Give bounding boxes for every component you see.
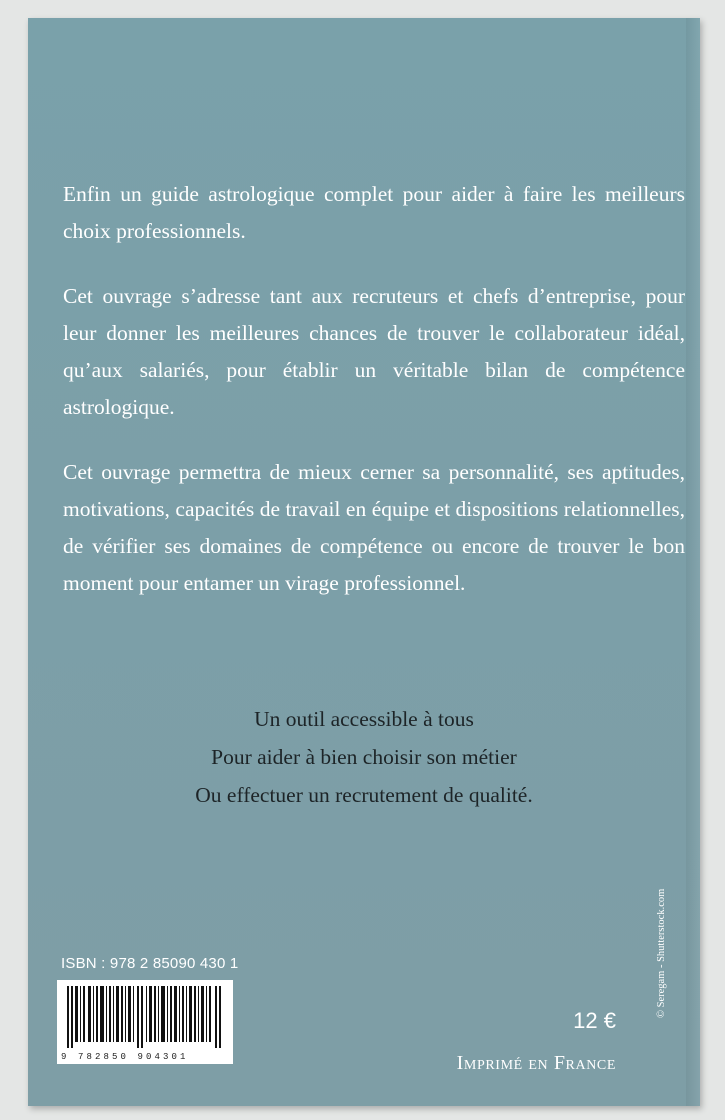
benefits-paragraph: Cet ouvrage permettra de mieux cerner sa personnalité, ses aptitudes, motivations, capacités de travail en équipe et dispositions relationnelles, de vérifier ses domaines de compétence ou encore de trouver le bon moment pour entamer un virage professionnel. bbox=[63, 460, 685, 595]
tagline-line: Ou effectuer un recrutement de qualité. bbox=[195, 783, 533, 807]
intro-paragraph: Enfin un guide astrologique complet pour aider à faire les meilleurs choix professionnels. bbox=[63, 182, 685, 243]
isbn-label: ISBN : 978 2 85090 430 1 bbox=[61, 955, 239, 972]
tagline-line: Un outil accessible à tous bbox=[254, 707, 474, 731]
barcode bbox=[57, 980, 233, 1064]
barcode-bars bbox=[65, 986, 225, 1048]
printed-in-france-label: Imprimé en France bbox=[456, 1052, 616, 1074]
price-label: 12 € bbox=[573, 1008, 616, 1033]
tagline-block bbox=[28, 700, 700, 814]
barcode-digits: 9 782850 904301 bbox=[61, 1052, 189, 1062]
cover-edge bbox=[686, 18, 700, 1106]
book-back-cover bbox=[28, 18, 700, 1106]
audience-paragraph: Cet ouvrage s’adresse tant aux recruteurs et chefs d’entreprise, pour leur donner les meilleures chances de trouver le collaborateur idéal, qu’aux salariés, pour établir un véritable bilan de compétence astrologique. bbox=[63, 284, 685, 419]
photo-credit: © Seregam - Shutterstock.com bbox=[656, 888, 667, 1018]
tagline-line: Pour aider à bien choisir son métier bbox=[211, 745, 517, 769]
